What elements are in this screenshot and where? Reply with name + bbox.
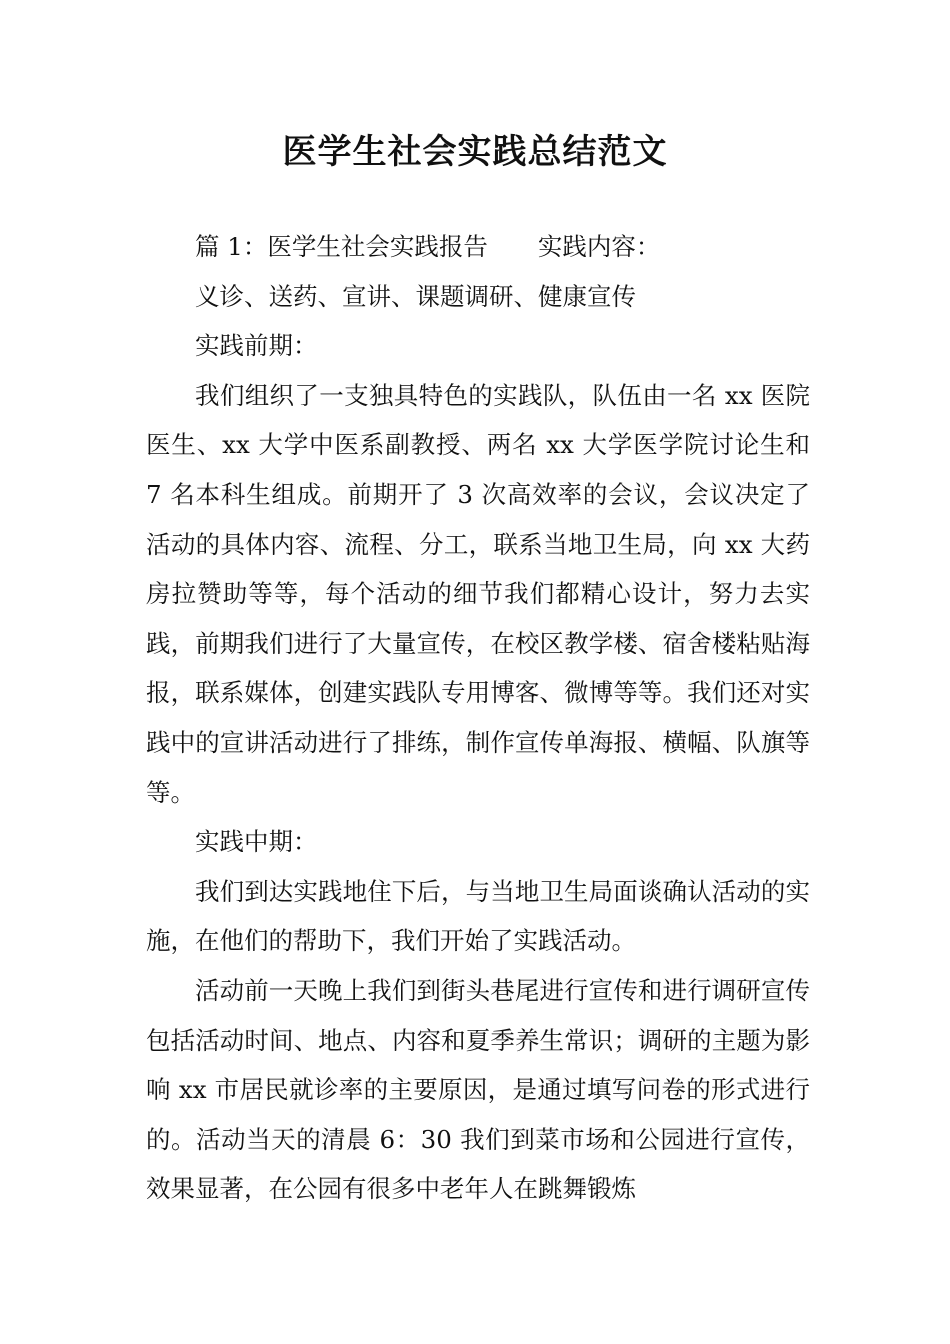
paragraph: 实践前期： [195, 331, 318, 361]
paragraph-header-line [146, 222, 810, 272]
paragraph: 我们到达实践地住下后，与当地卫生局面谈确认活动的实施，在他们的帮助下，我们开始了实践活动。 [146, 876, 810, 956]
paragraph: 义诊、送药、宣讲、课题调研、健康宣传 [195, 281, 636, 311]
document-title: 医学生社会实践总结范文 [282, 132, 668, 172]
paragraph: 实践中期： [195, 827, 318, 857]
section-heading: 篇 1：医学生社会实践报告 [195, 232, 488, 261]
document-body [146, 222, 810, 1214]
paragraph: 我们组织了一支独具特色的实践队，队伍由一名 xx 医院医生、xx 大学中医系副教授、两名 xx 大学医学院讨论生和 7 名本科生组成。前期开了 3 次高效率的会议，会议决定了活动的具体内容、流程、分工，联系当地卫生局，向 xx 大药房拉赞助等等，每个活动的细节我们都精心设计，努力去实践，前期我们进行了大量宣传，在校区教学楼、宿舍楼粘贴海报，联系媒体，创建实践队专用博客、微博等等。我们还对实践中的宣讲活动进行了排练，制作宣传单海报、横幅、队旗等等。 [146, 380, 810, 807]
content-label: 实践内容： [537, 232, 661, 261]
paragraph: 活动前一天晚上我们到街头巷尾进行宣传和进行调研宣传包括活动时间、地点、内容和夏季养生常识；调研的主题为影响 xx 市居民就诊率的主要原因，是通过填写问卷的形式进行的。活动当天的清晨 6：30 我们到菜市场和公园进行宣传，效果显著，在公园有很多中老年人在跳舞锻炼 [146, 975, 810, 1204]
